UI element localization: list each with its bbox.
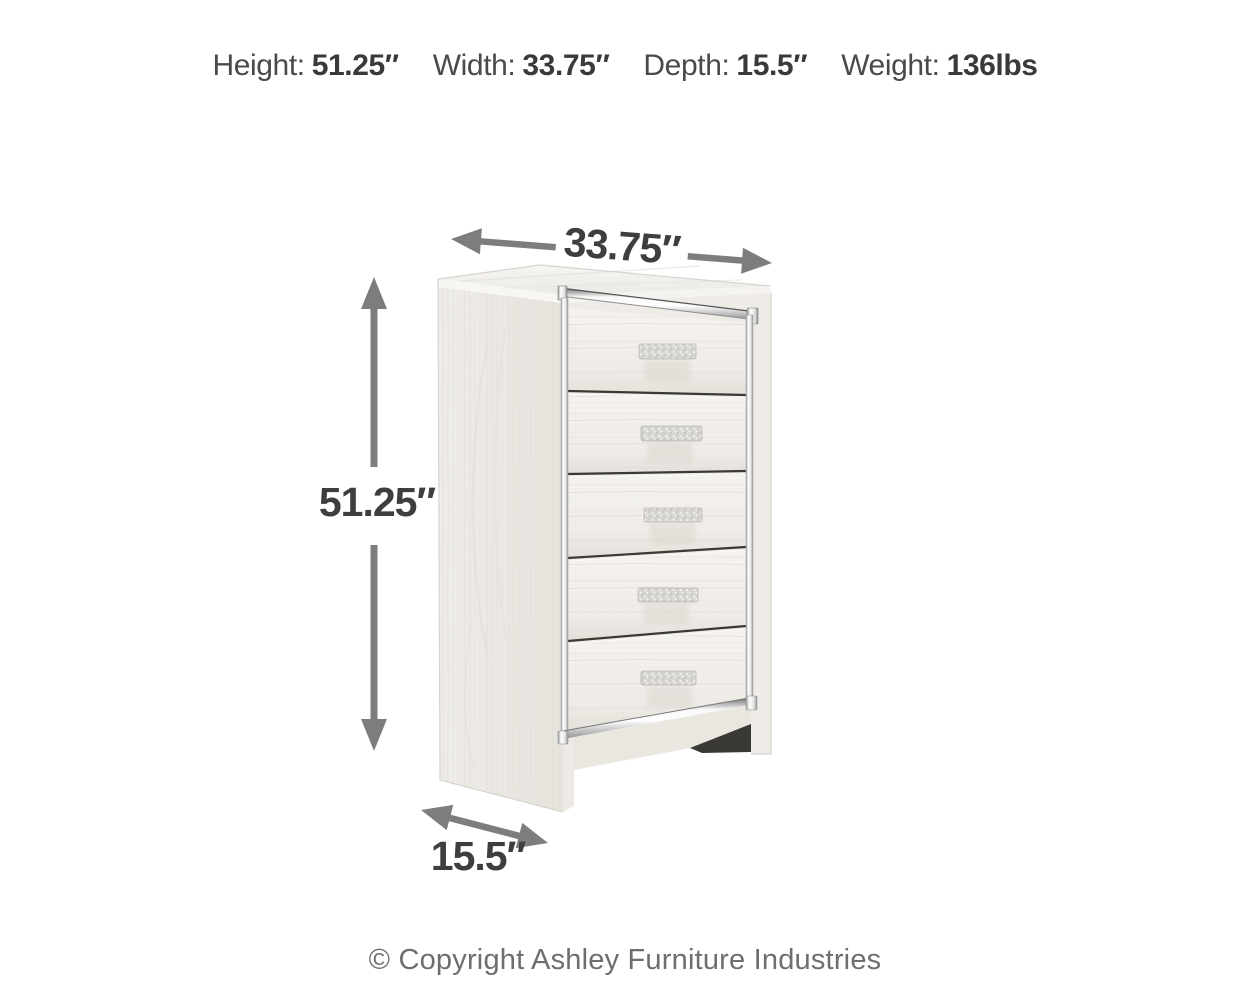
- depth-dimension-label: 15.5″: [430, 833, 526, 879]
- spec-depth-value: 15.5″: [736, 49, 808, 82]
- chrome-strip-right: [746, 315, 753, 706]
- drawer-handle-3: [644, 508, 702, 522]
- drawer-handle-4: [638, 588, 698, 602]
- chrome-strip-left: [561, 298, 568, 738]
- spec-width-label: Width:: [432, 49, 516, 82]
- left-foot: [563, 738, 574, 812]
- copyright-notice: © Copyright Ashley Furniture Industries: [368, 944, 882, 976]
- spec-height-label: Height:: [212, 49, 305, 82]
- width-dimension-label: 33.75″: [562, 218, 682, 274]
- height-dimension-label: 51.25″: [318, 479, 436, 525]
- side-panel: [438, 287, 563, 812]
- drawer-handle-5: [641, 671, 696, 685]
- spec-weight-value: 136lbs: [946, 49, 1038, 82]
- spec-height-value: 51.25″: [311, 49, 399, 82]
- chest-body: [438, 265, 771, 812]
- spec-depth-label: Depth:: [643, 49, 730, 82]
- spec-weight-label: Weight:: [841, 49, 940, 82]
- drawer-handle-2: [641, 426, 702, 441]
- drawer-handle-1: [639, 344, 696, 359]
- spec-width-value: 33.75″: [522, 49, 610, 82]
